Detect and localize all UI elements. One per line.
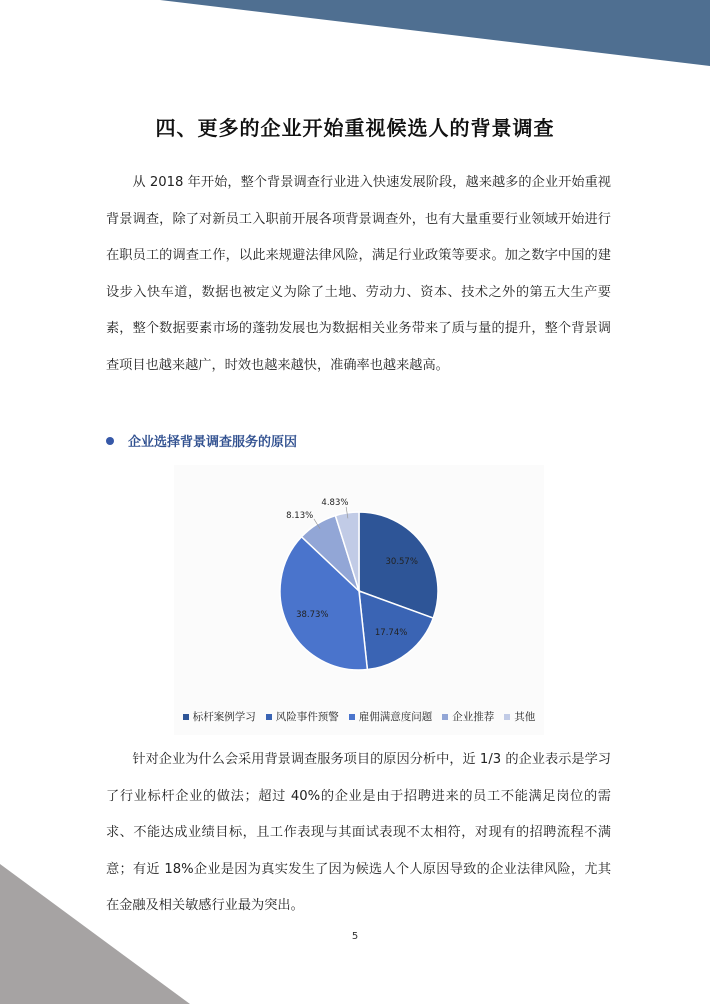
chart-legend — [174, 709, 544, 724]
pie-data-label-2: 17.74% — [374, 628, 408, 639]
chart-heading — [106, 431, 297, 450]
pie-chart-svg — [174, 465, 544, 705]
legend-label: 风险事件预警 — [275, 711, 339, 723]
bottom-decorative-triangle — [0, 864, 200, 1004]
pie-chart — [174, 465, 544, 735]
top-decorative-band — [0, 0, 710, 70]
legend-label: 标杆案例学习 — [192, 711, 256, 723]
legend-item-5 — [504, 709, 535, 724]
legend-swatch-icon — [504, 714, 510, 720]
legend-label: 其他 — [514, 711, 536, 723]
page-number: 5 — [351, 931, 359, 942]
legend-item-1 — [183, 709, 256, 724]
analysis-paragraph: 针对企业为什么会采用背景调查服务项目的原因分析中，近 1/3 的企业表示是学习了行业标杆企业的做法；超过 40%的企业是由于招聘进来的员工不能满足岗位的需求、不能达成业绩目标，且工作表现与其面试表现不太相符，对现有的招聘流程不满意；有近 18%企业是因为真实发生了因为候选人个人原因导致的企业法律风险，尤其在金融及相关敏感行业最为突出。 — [106, 752, 611, 913]
legend-label: 雇佣满意度问题 — [358, 711, 433, 723]
legend-swatch-icon — [266, 714, 272, 720]
pie-data-label-4: 8.13% — [286, 511, 314, 522]
legend-swatch-icon — [442, 714, 448, 720]
pie-data-label-3: 38.73% — [296, 610, 329, 621]
legend-item-4 — [442, 709, 494, 724]
pie-data-label-1: 30.57% — [385, 557, 418, 568]
legend-item-3 — [349, 709, 433, 724]
legend-swatch-icon — [349, 714, 355, 720]
section-title: 四、更多的企业开始重视候选人的背景调查 — [155, 116, 555, 140]
legend-item-2 — [266, 709, 339, 724]
legend-swatch-icon — [183, 714, 189, 720]
bullet-dot-icon — [106, 437, 114, 445]
legend-label: 企业推荐 — [452, 711, 495, 723]
chart-heading-text: 企业选择背景调查服务的原因 — [128, 435, 298, 450]
intro-paragraph: 从 2018 年开始，整个背景调查行业进入快速发展阶段，越来越多的企业开始重视背景调查，除了对新员工入职前开展各项背景调查外，也有大量重要行业领域开始进行在职员工的调查工作，以此来规避法律风险，满足行业政策等要求。加之数字中国的建设步入快车道，数据也被定义为除了土地、劳动力、资本、技术之外的第五大生产要素，整个数据要素市场的蓬勃发展也为数据相关业务带来了质与量的提升，整个背景调查项目也越来越广，时效也越来越快，准确率也越来越高。 — [106, 175, 611, 373]
pie-data-label-5: 4.83% — [321, 498, 349, 509]
